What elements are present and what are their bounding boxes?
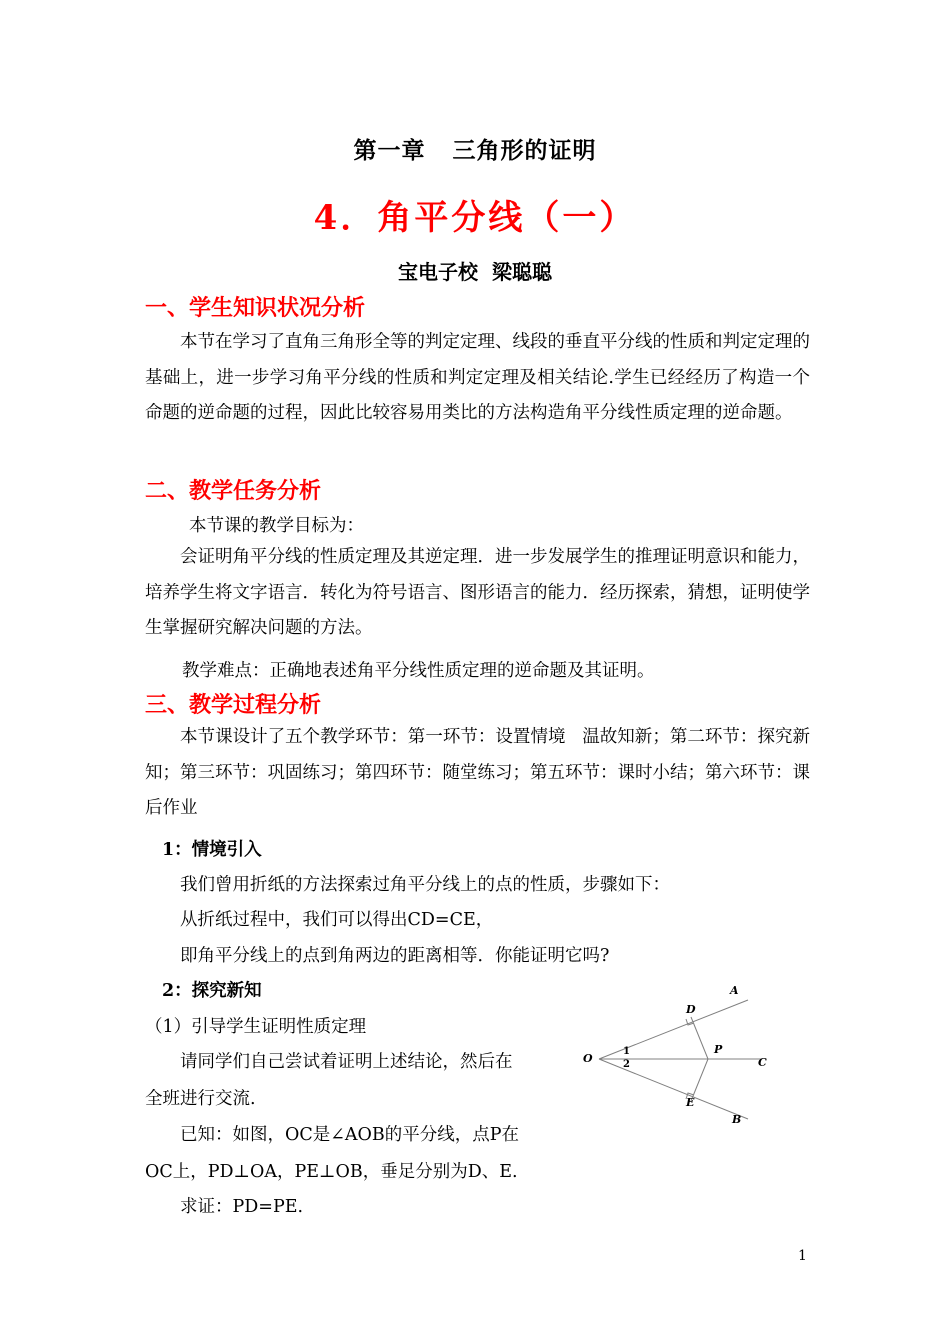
section2-text: 会证明角平分线的性质定理及其逆定理．进一步发展学生的推理证明意识和能力，培养学生将文字语言．转化为符号语言、图形语言的能力．经历探索，猜想，证明使学生掌握研究解决问题的方法。 (145, 547, 810, 638)
label-p: P (714, 1043, 723, 1056)
ray-oa (599, 1000, 748, 1059)
section3-paragraph (145, 720, 810, 827)
label-e: E (686, 1096, 695, 1109)
label-d: D (686, 1003, 696, 1016)
section2-difficulty: 教学难点：正确地表述角平分线性质定理的逆命题及其证明。 (182, 661, 655, 681)
label-c: C (758, 1056, 767, 1069)
section3-heading: 三、教学过程分析 (145, 692, 322, 718)
step1-title: 1：情境引入 (162, 840, 262, 860)
step2-line-a2: 全班进行交流. (145, 1089, 256, 1109)
section3-text: 本节课设计了五个教学环节：第一环节：设置情境 温故知新；第二环节：探究新知；第三环节：巩固练习；第四环节：随堂练习；第五环节：课时小结；第六环节：课后作业 (145, 727, 810, 818)
label-a: A (730, 984, 739, 997)
step1-line-1: 我们曾用折纸的方法探索过角平分线上的点的性质，步骤如下： (180, 875, 670, 895)
step1-line-2: 从折纸过程中，我们可以得出CD=CE， (180, 910, 494, 930)
chapter-title: 第一章 三角形的证明 (353, 137, 597, 164)
section2-paragraph (145, 540, 810, 647)
section1-paragraph (145, 325, 810, 432)
step2-line-a1: 请同学们自己尝试着证明上述结论，然后在 (180, 1052, 513, 1072)
label-angle-1: 1 (623, 1046, 630, 1057)
step2-subtitle: （1）引导学生证明性质定理 (145, 1017, 367, 1037)
step2-line-b2: OC上，PD⊥OA，PE⊥OB，垂足分别为D、E. (145, 1162, 518, 1182)
section2-intro: 本节课的教学目标为： (189, 516, 364, 536)
label-b: B (732, 1113, 742, 1126)
section1-heading: 一、学生知识状况分析 (145, 295, 366, 321)
lesson-title: 4．角平分线（一） (313, 198, 637, 238)
label-o: O (583, 1052, 593, 1065)
section2-heading: 二、教学任务分析 (145, 478, 322, 504)
angle-bisector-figure (578, 982, 798, 1132)
page-number: 1 (798, 1248, 807, 1264)
step2-line-b1: 已知：如图，OC是∠AOB的平分线，点P在 (180, 1125, 520, 1145)
step2-line-c: 求证：PD=PE. (180, 1197, 304, 1217)
step1-line-3: 即角平分线上的点到角两边的距离相等．你能证明它吗? (180, 946, 610, 966)
step2-title: 2：探究新知 (162, 981, 262, 1001)
ray-ob (599, 1059, 748, 1119)
author-line: 宝电子校 梁聪聪 (398, 260, 552, 284)
section1-text: 本节在学习了直角三角形全等的判定定理、线段的垂直平分线的性质和判定定理的基础上，进一步学习角平分线的性质和判定定理及相关结论.学生已经经历了构造一个命题的逆命题的过程，因此比较容易用类比的方法构造角平分线性质定理的逆命题。 (145, 332, 810, 423)
label-angle-2: 2 (623, 1059, 630, 1070)
